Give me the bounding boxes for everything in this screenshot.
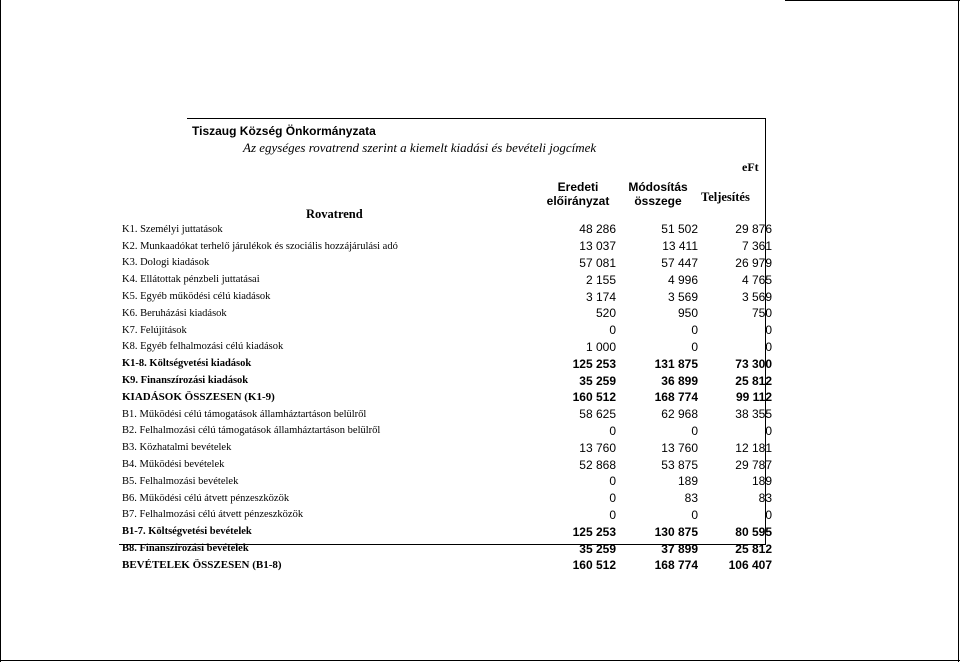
column-header-modositas-line2: összege (634, 194, 682, 208)
modositas-value: 53 875 (661, 457, 698, 472)
page-border-right (958, 0, 959, 662)
eredeti-value: 0 (609, 323, 616, 338)
table-row (119, 507, 778, 524)
row-label: KIADÁSOK ÖSSZESEN (K1-9) (122, 391, 275, 404)
eredeti-value: 13 760 (579, 440, 616, 455)
modositas-value: 13 760 (661, 440, 698, 455)
row-label: K7. Felújítások (122, 324, 187, 336)
teljesites-value: 29 787 (735, 457, 772, 472)
eredeti-value: 58 625 (579, 407, 616, 422)
teljesites-value: 0 (765, 339, 772, 354)
eredeti-value: 52 868 (579, 457, 616, 472)
teljesites-value: 26 979 (735, 255, 772, 270)
teljesites-value: 0 (765, 423, 772, 438)
row-label: B1-7. Költségvetési bevételek (122, 526, 252, 538)
table-row (119, 473, 778, 490)
column-header-teljesites: Teljesítés (701, 190, 750, 204)
modositas-value: 131 875 (654, 356, 698, 371)
table-row (119, 423, 778, 440)
eredeti-value: 57 081 (579, 255, 616, 270)
table-row (119, 322, 778, 339)
table-top-border (187, 118, 766, 119)
eredeti-value: 3 174 (585, 289, 616, 304)
teljesites-value: 25 812 (735, 541, 772, 556)
data-table (119, 221, 778, 574)
row-label: B3. Közhatalmi bevételek (122, 442, 232, 454)
modositas-value: 3 569 (667, 289, 698, 304)
modositas-value: 168 774 (654, 390, 698, 405)
teljesites-value: 29 876 (735, 222, 772, 237)
column-header-eredeti-line1: Eredeti (557, 180, 599, 194)
eredeti-value: 35 259 (579, 541, 616, 556)
row-label: B2. Felhalmozási célú támogatások államháztartáson belülről (122, 425, 381, 437)
table-row (119, 238, 778, 255)
row-label: B4. Működési bevételek (122, 459, 225, 471)
row-label: B5. Felhalmozási bevételek (122, 475, 239, 487)
page-border-left (0, 0, 1, 662)
eredeti-value: 160 512 (572, 390, 616, 405)
eredeti-value: 0 (609, 507, 616, 522)
row-label: K9. Finanszírozási kiadások (122, 375, 249, 387)
row-label: K1. Személyi juttatások (122, 223, 223, 235)
data-table-body (119, 221, 778, 574)
page-border-bottom (0, 660, 960, 661)
row-label: K5. Egyéb működési célú kiadások (122, 291, 271, 303)
column-header-eredeti (540, 180, 616, 208)
modositas-value: 37 899 (661, 541, 698, 556)
teljesites-value: 0 (765, 507, 772, 522)
table-row (119, 490, 778, 507)
row-label: K6. Beruházási kiadások (122, 307, 227, 319)
teljesites-value: 7 361 (741, 239, 772, 254)
report-subtitle: Az egységes rovatrend szerint a kiemelt kiadási és bevételi jogcímek (243, 140, 597, 155)
eredeti-value: 0 (609, 491, 616, 506)
teljesites-value: 750 (751, 306, 772, 321)
table-row (119, 305, 778, 322)
page-border-top-right (785, 0, 960, 1)
eredeti-value: 125 253 (572, 524, 616, 539)
modositas-value: 62 968 (661, 407, 698, 422)
table-row (119, 339, 778, 356)
row-label: K8. Egyéb felhalmozási célú kiadások (122, 341, 284, 353)
modositas-value: 189 (677, 474, 698, 489)
row-label: B8. Finanszírozási bevételek (122, 543, 249, 555)
eredeti-value: 0 (609, 474, 616, 489)
modositas-value: 57 447 (661, 255, 698, 270)
teljesites-value: 4 765 (741, 272, 772, 287)
table-row (119, 255, 778, 272)
modositas-value: 0 (691, 423, 698, 438)
row-label: BEVÉTELEK ÖSSZESEN (B1-8) (122, 559, 282, 572)
modositas-value: 51 502 (661, 222, 698, 237)
table-row (119, 271, 778, 288)
teljesites-value: 3 569 (741, 289, 772, 304)
modositas-value: 168 774 (654, 558, 698, 573)
eredeti-value: 520 (595, 306, 616, 321)
table-row (119, 389, 778, 406)
modositas-value: 36 899 (661, 373, 698, 388)
eredeti-value: 48 286 (579, 222, 616, 237)
teljesites-value: 38 355 (735, 407, 772, 422)
table-row (119, 557, 778, 574)
organization-title: Tiszaug Község Önkormányzata (192, 124, 376, 138)
table-row (119, 221, 778, 238)
column-header-eredeti-line2: előirányzat (546, 194, 610, 208)
currency-unit: eFt (742, 160, 759, 174)
eredeti-value: 35 259 (579, 373, 616, 388)
eredeti-value: 2 155 (585, 272, 616, 287)
table-row (119, 540, 778, 557)
eredeti-value: 160 512 (572, 558, 616, 573)
row-label: K2. Munkaadókat terhelő járulékok és szociális hozzájárulási adó (122, 240, 398, 252)
teljesites-value: 189 (751, 474, 772, 489)
modositas-value: 83 (684, 491, 698, 506)
column-header-modositas-line1: Módosítás (628, 180, 688, 194)
table-row (119, 406, 778, 423)
row-label: B1. Működési célú támogatások államháztartáson belülről (122, 408, 367, 420)
row-label: K1-8. Költségvetési kiadások (122, 358, 252, 370)
table-row (119, 439, 778, 456)
table-row (119, 288, 778, 305)
modositas-value: 950 (677, 306, 698, 321)
row-label: K4. Ellátottak pénzbeli juttatásai (122, 274, 260, 286)
eredeti-value: 1 000 (585, 339, 616, 354)
row-label: B7. Felhalmozási célú átvett pénzeszközök (122, 509, 304, 521)
row-label: K3. Dologi kiadások (122, 257, 210, 269)
teljesites-value: 106 407 (728, 558, 772, 573)
teljesites-value: 73 300 (735, 356, 772, 371)
modositas-value: 0 (691, 323, 698, 338)
teljesites-value: 83 (758, 491, 772, 506)
column-header-modositas (620, 180, 696, 208)
eredeti-value: 13 037 (579, 239, 616, 254)
eredeti-value: 125 253 (572, 356, 616, 371)
modositas-value: 130 875 (654, 524, 698, 539)
table-row (119, 372, 778, 389)
modositas-value: 13 411 (662, 239, 698, 254)
teljesites-value: 12 181 (735, 440, 772, 455)
teljesites-value: 99 112 (735, 390, 772, 405)
table-row (119, 456, 778, 473)
table-row (119, 523, 778, 540)
table-row (119, 355, 778, 372)
column-header-rovatrend: Rovatrend (306, 207, 363, 221)
teljesites-value: 80 595 (735, 524, 772, 539)
teljesites-value: 25 812 (735, 373, 772, 388)
eredeti-value: 0 (609, 423, 616, 438)
modositas-value: 0 (691, 507, 698, 522)
teljesites-value: 0 (765, 323, 772, 338)
row-label: B6. Működési célú átvett pénzeszközök (122, 492, 290, 504)
modositas-value: 4 996 (667, 272, 698, 287)
modositas-value: 0 (691, 339, 698, 354)
